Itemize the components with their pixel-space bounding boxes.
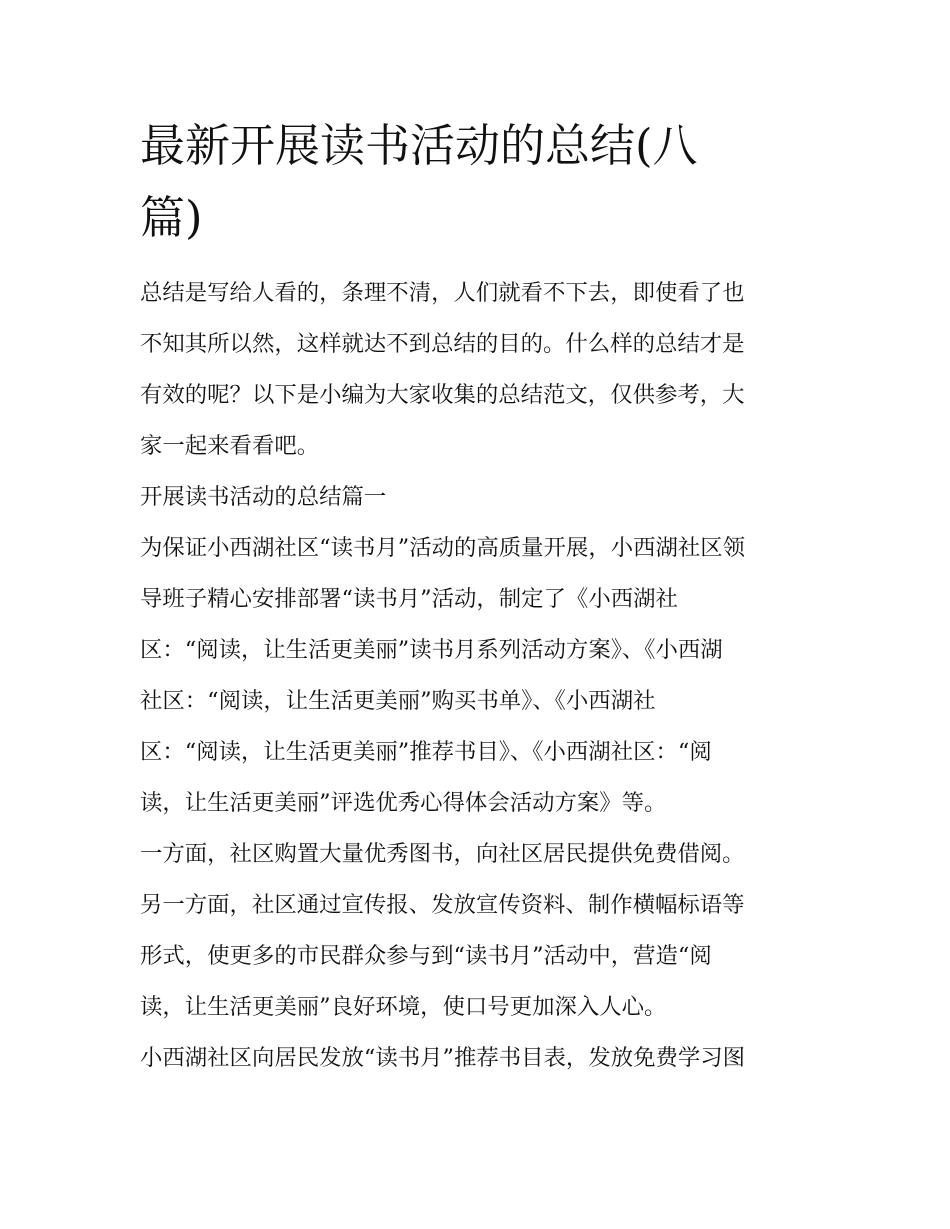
text-line: 家一起来看看吧。 bbox=[140, 433, 320, 459]
body-paragraph bbox=[140, 523, 812, 829]
text-line: 区：“阅读，让生活更美丽”读书月系列活动方案》、《小西湖 bbox=[140, 637, 723, 663]
text-line: 另一方面，社区通过宣传报、发放宣传资料、制作横幅标语等 bbox=[140, 892, 745, 918]
section-heading bbox=[140, 472, 812, 523]
title-line: 最新开展读书活动的总结(八 bbox=[140, 119, 698, 172]
document-title bbox=[140, 110, 780, 254]
text-line: 区：“阅读，让生活更美丽”推荐书目》、《小西湖社区：“阅 bbox=[140, 739, 712, 765]
document-body bbox=[140, 110, 812, 1084]
text-line: 形式，使更多的市民群众参与到“读书月”活动中，营造“阅 bbox=[140, 943, 712, 969]
title-line: 篇) bbox=[140, 191, 203, 244]
text-line: 开展读书活动的总结篇一 bbox=[140, 484, 387, 510]
text-line: 社区：“阅读，让生活更美丽”购买书单》、《小西湖社 bbox=[140, 688, 656, 714]
text-line: 读，让生活更美丽”评选优秀心得体会活动方案》等。 bbox=[140, 790, 667, 816]
text-line: 导班子精心安排部署“读书月”活动，制定了《小西湖社 bbox=[140, 586, 678, 612]
text-line: 不知其所以然，这样就达不到总结的目的。什么样的总结才是 bbox=[140, 331, 745, 357]
body-paragraph bbox=[140, 880, 812, 1033]
body-paragraph bbox=[140, 1033, 812, 1084]
text-line: 读，让生活更美丽”良好环境，使口号更加深入人心。 bbox=[140, 994, 667, 1020]
text-line: 小西湖社区向居民发放“读书月”推荐书目表，发放免费学习图 bbox=[140, 1045, 746, 1071]
text-line: 为保证小西湖社区“读书月”活动的高质量开展，小西湖社区领 bbox=[140, 535, 746, 561]
body-paragraph bbox=[140, 829, 812, 880]
text-line: 一方面，社区购置大量优秀图书，向社区居民提供免费借阅。 bbox=[140, 841, 745, 867]
intro-paragraph bbox=[140, 268, 812, 472]
text-line: 有效的呢？以下是小编为大家收集的总结范文，仅供参考，大 bbox=[140, 382, 745, 408]
text-line: 总结是写给人看的，条理不清，人们就看不下去，即使看了也 bbox=[140, 280, 745, 306]
